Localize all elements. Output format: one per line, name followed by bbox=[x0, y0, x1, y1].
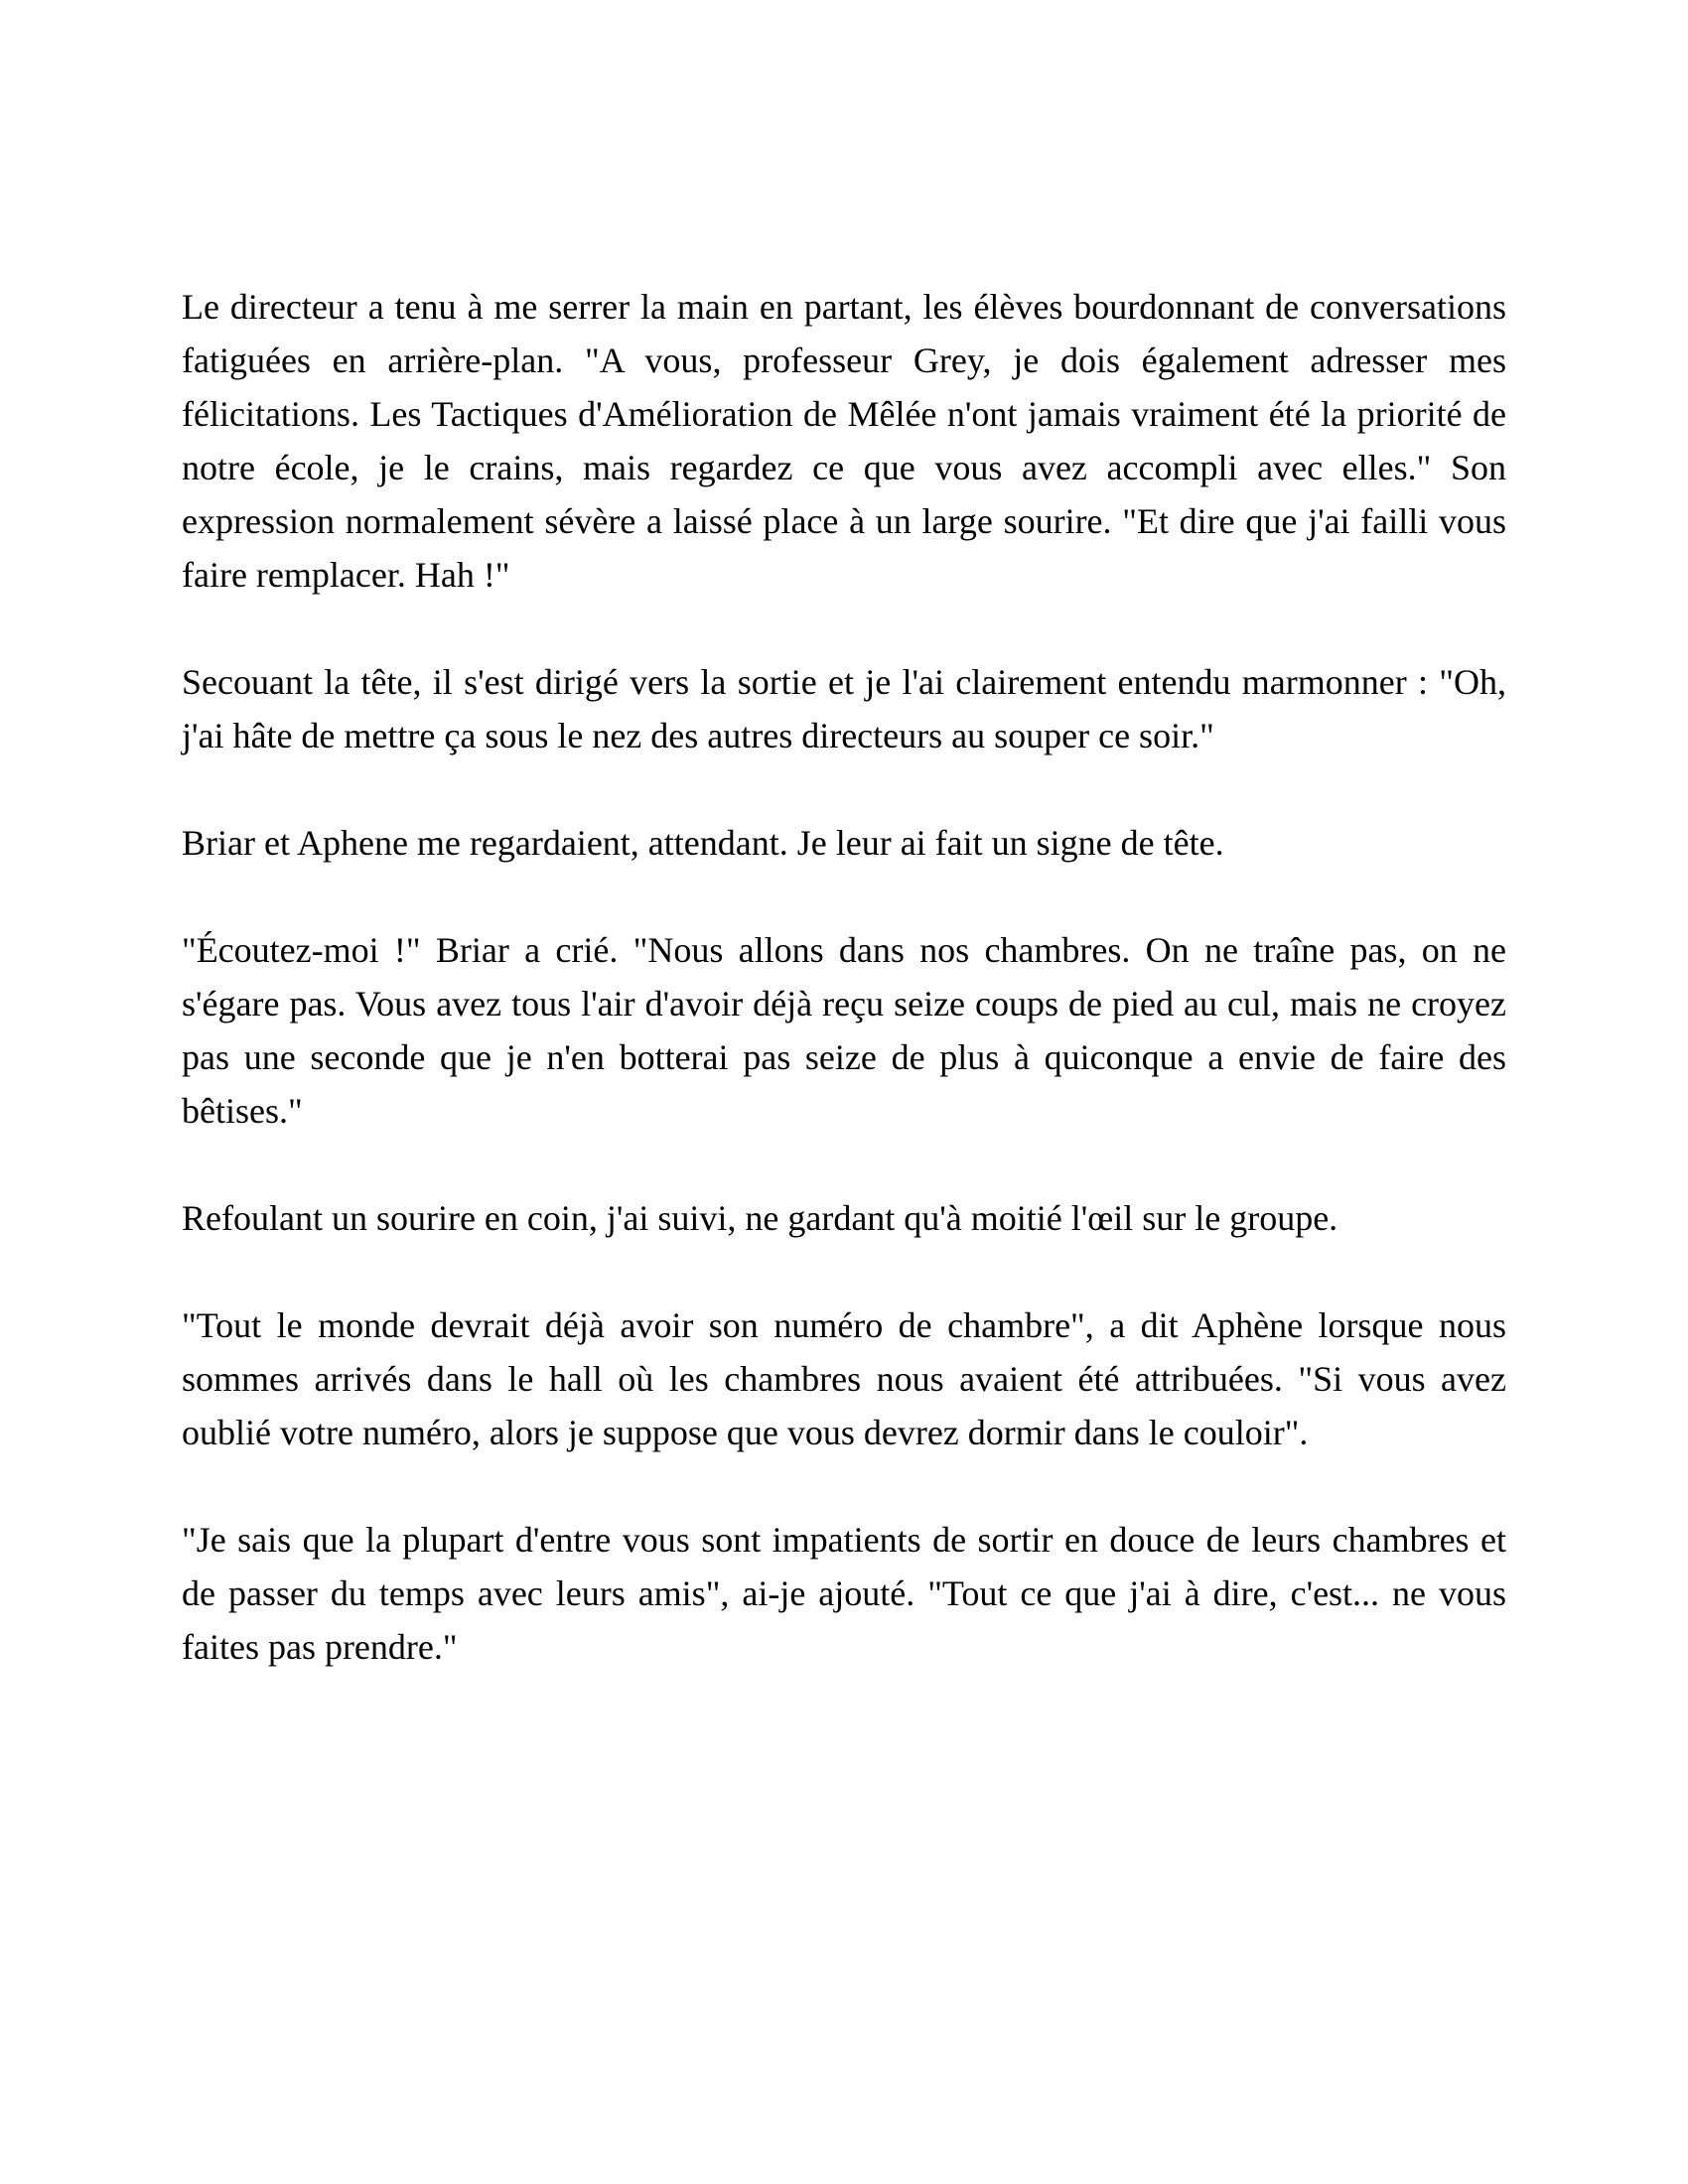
document-page bbox=[182, 280, 1506, 1674]
paragraph-4: "Écoutez-moi !" Briar a crié. "Nous allons dans nos chambres. On ne traîne pas, on ne s'égare pas. Vous avez tous l'air d'avoir déjà reçu seize coups de pied au cul, mais ne croyez pas une seconde que je n'en botterai pas seize de plus à quiconque a envie de faire des bêtises." bbox=[182, 930, 1506, 1131]
paragraph-2: Secouant la tête, il s'est dirigé vers la sortie et je l'ai clairement entendu marmonner : "Oh, j'ai hâte de mettre ça sous le nez des autres directeurs au souper ce soir." bbox=[182, 662, 1506, 755]
paragraph-6: "Tout le monde devrait déjà avoir son numéro de chambre", a dit Aphène lorsque nous sommes arrivés dans le hall où les chambres nous avaient été attribuées. "Si vous avez oublié votre numéro, alors je suppose que vous devrez dormir dans le couloir". bbox=[182, 1305, 1506, 1452]
paragraph-7: "Je sais que la plupart d'entre vous sont impatients de sortir en douce de leurs chambres et de passer du temps avec leurs amis", ai-je ajouté. "Tout ce que j'ai à dire, c'est... ne vous faites pas prendre." bbox=[182, 1520, 1506, 1667]
paragraph-3: Briar et Aphene me regardaient, attendant. Je leur ai fait un signe de tête. bbox=[182, 823, 1224, 863]
paragraph-5: Refoulant un sourire en coin, j'ai suivi, ne gardant qu'à moitié l'œil sur le groupe. bbox=[182, 1198, 1338, 1238]
paragraph-1: Le directeur a tenu à me serrer la main en partant, les élèves bourdonnant de conversations fatiguées en arrière-plan. "A vous, professeur Grey, je dois également adresser mes félicitations. Les Tactiques d'Amélioration de Mêlée n'ont jamais vraiment été la priorité de notre école, je le crains, mais regardez ce que vous avez accompli avec elles." Son expression normalement sévère a laissé place à un large sourire. "Et dire que j'ai failli vous faire remplacer. Hah !" bbox=[182, 287, 1506, 595]
